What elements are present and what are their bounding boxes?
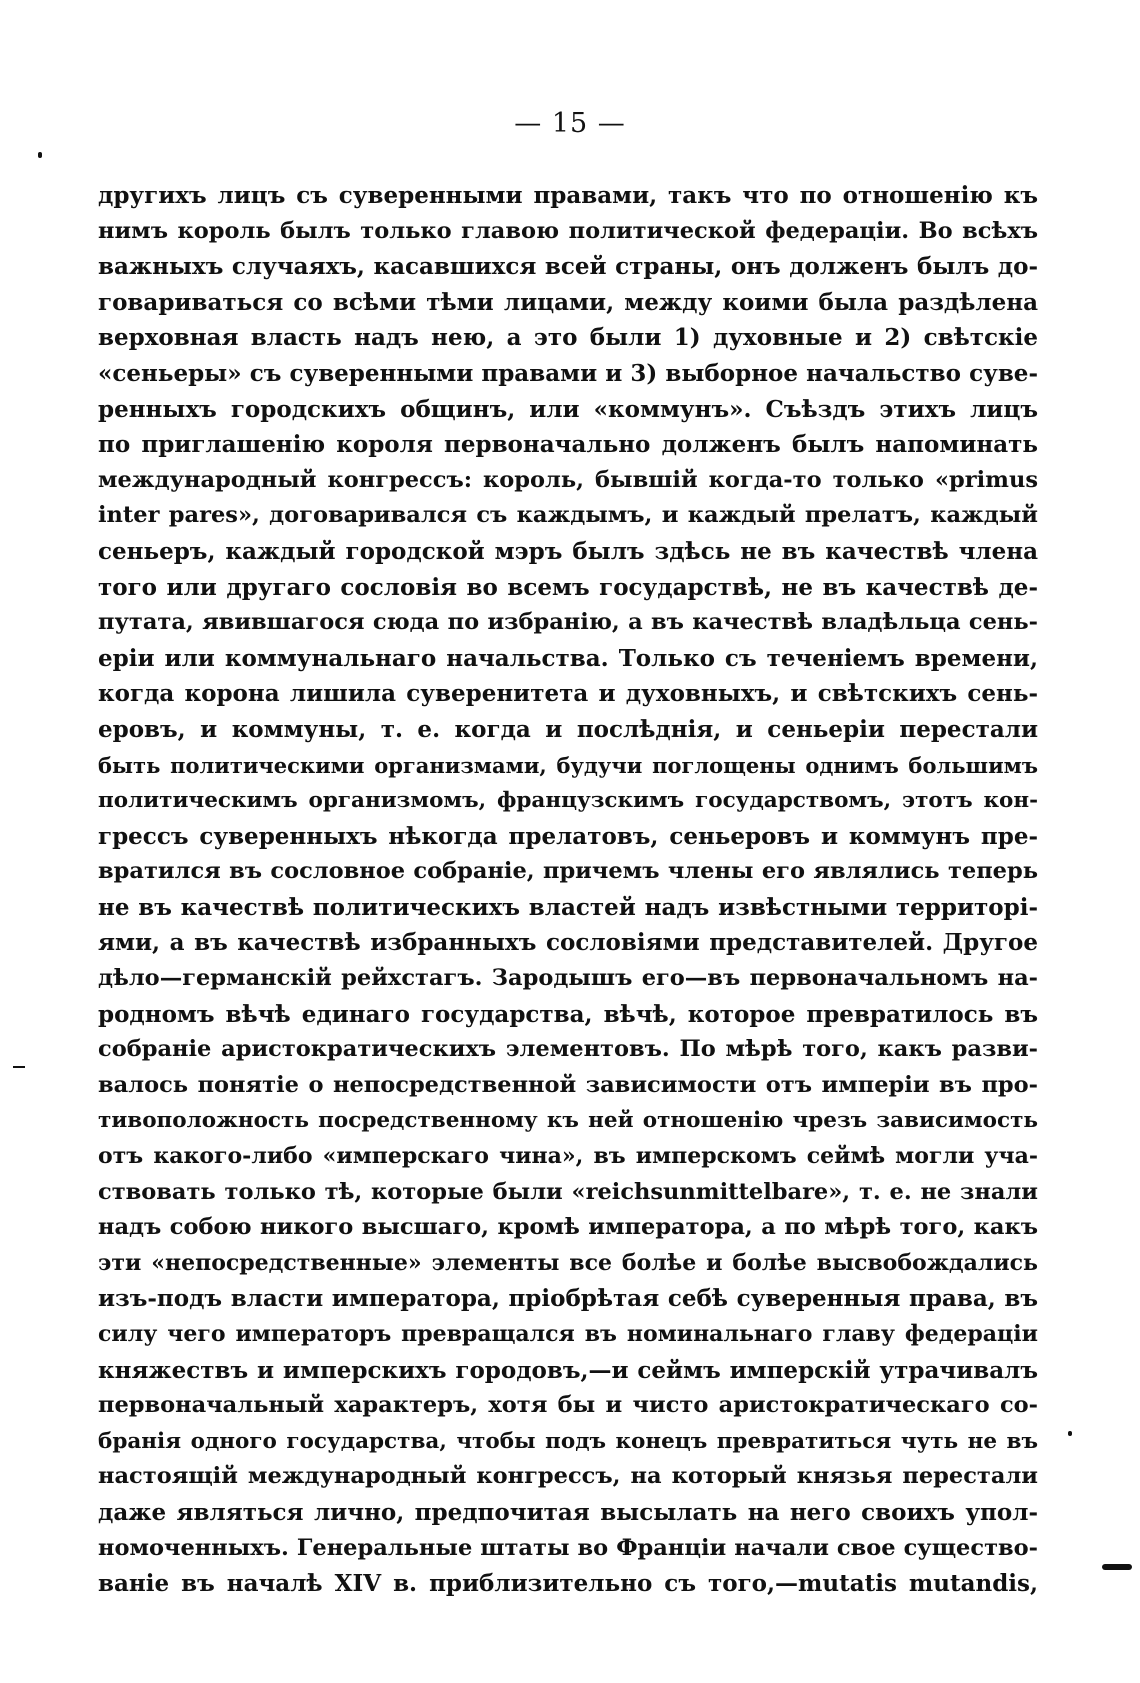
text-line: тивоположность посредственному къ ней отношенію чрезъ зависимость bbox=[98, 1108, 1038, 1134]
text-line: другихъ лицъ съ суверенными правами, такъ что по отношенію къ bbox=[98, 182, 1038, 209]
text-line: ваніе въ началѣ XIV в. приблизительно съ того,—mutatis mutandis, bbox=[98, 1570, 1038, 1598]
text-line: изъ-подъ власти императора, пріобрѣтая себѣ суверенныя права, въ bbox=[98, 1285, 1038, 1313]
text-line: не въ качествѣ политическихъ властей надъ извѣстными территорі- bbox=[98, 893, 1038, 921]
text-line: еровъ, и коммуны, т. е. когда и послѣднія, и сеньеріи перестали bbox=[98, 715, 1038, 743]
text-line: родномъ вѣчѣ единаго государства, вѣчѣ, которое превратилось въ bbox=[98, 1000, 1038, 1028]
text-line: дѣло—германскій рейхстагъ. Зародышъ его—въ первоначальномъ на- bbox=[98, 965, 1038, 992]
body-text bbox=[98, 178, 1038, 1602]
text-line: ями, а въ качествѣ избранныхъ сословіями представителей. Другое bbox=[98, 929, 1038, 957]
text-line: силу чего императоръ превращался въ номинальнаго главу федераціи bbox=[98, 1321, 1038, 1347]
text-line: того или другаго сословія во всемъ государствѣ, не въ качествѣ де- bbox=[98, 573, 1038, 601]
text-line: ствовать только тѣ, которые были «reichsunmittelbare», т. е. не знали bbox=[98, 1178, 1038, 1205]
text-line: номоченныхъ. Генеральные штаты во Франціи начали свое существо- bbox=[98, 1534, 1038, 1561]
print-speck bbox=[1068, 1431, 1072, 1436]
text-line: ренныхъ городскихъ общинъ, или «коммунъ». Съѣздъ этихъ лицъ bbox=[98, 395, 1038, 423]
margin-mark bbox=[13, 1066, 25, 1068]
text-line: собраніе аристократическихъ элементовъ. По мѣрѣ того, какъ разви- bbox=[98, 1036, 1038, 1063]
text-line: валось понятіе о непосредственной зависимости отъ имперіи въ про- bbox=[98, 1071, 1038, 1098]
text-line: по приглашенію короля первоначально долженъ былъ напоминать bbox=[98, 431, 1038, 459]
text-line: даже являться лично, предпочитая высылать на него своихъ упол- bbox=[98, 1498, 1038, 1526]
text-line: путата, явившагося сюда по избранію, а въ качествѣ владѣльца сень- bbox=[98, 609, 1038, 636]
text-line: inter pares», договаривался съ каждымъ, и каждый прелатъ, каждый bbox=[98, 502, 1038, 529]
text-line: эти «непосредственные» элементы все болѣе и болѣе высвобождались bbox=[98, 1249, 1038, 1276]
text-line: «сеньеры» съ суверенными правами и 3) выборное начальство суве- bbox=[98, 359, 1038, 387]
text-line: международный конгрессъ: король, бывшій когда-то только «primus bbox=[98, 466, 1038, 493]
text-line: отъ какого-либо «имперскаго чина», въ имперскомъ сеймѣ могли уча- bbox=[98, 1143, 1038, 1170]
text-line: когда корона лишила суверенитета и духовныхъ, и свѣтскихъ сень- bbox=[98, 680, 1038, 708]
text-line: вратился въ сословное собраніе, причемъ члены его являлись теперь bbox=[98, 858, 1038, 885]
text-line: важныхъ случаяхъ, касавшихся всей страны, онъ долженъ былъ до- bbox=[98, 253, 1038, 281]
margin-mark bbox=[1102, 1564, 1132, 1570]
page-number: — 15 — bbox=[514, 108, 626, 139]
text-line: сеньеръ, каждый городской мэръ былъ здѣсь не въ качествѣ члена bbox=[98, 537, 1038, 565]
text-line: бранія одного государства, чтобы подъ конецъ превратиться чуть не въ bbox=[98, 1428, 1038, 1454]
text-line: еріи или коммунальнаго начальства. Только съ теченіемъ времени, bbox=[98, 644, 1038, 672]
text-line: надъ собою никого высшаго, кромѣ императора, а по мѣрѣ того, какъ bbox=[98, 1214, 1038, 1241]
text-line: настоящій международный конгрессъ, на который князья перестали bbox=[98, 1463, 1038, 1490]
text-line: грессъ суверенныхъ нѣкогда прелатовъ, сеньеровъ и коммунъ пре- bbox=[98, 822, 1038, 850]
text-line: верховная власть надъ нею, а это были 1) духовные и 2) свѣтскіе bbox=[98, 324, 1038, 352]
text-line: нимъ король былъ только главою политической федераціи. Во всѣхъ bbox=[98, 217, 1038, 244]
text-line: говариваться со всѣми тѣми лицами, между коими была раздѣлена bbox=[98, 288, 1038, 316]
text-line: княжествъ и имперскихъ городовъ,—и сеймъ имперскій утрачивалъ bbox=[98, 1356, 1038, 1384]
text-line: быть политическими организмами, будучи поглощены однимъ большимъ bbox=[98, 752, 1038, 778]
text-line: политическимъ организмомъ, французскимъ государствомъ, этотъ кон- bbox=[98, 788, 1038, 814]
text-line: первоначальный характеръ, хотя бы и чисто аристократическаго со- bbox=[98, 1392, 1038, 1419]
print-speck bbox=[38, 152, 42, 158]
